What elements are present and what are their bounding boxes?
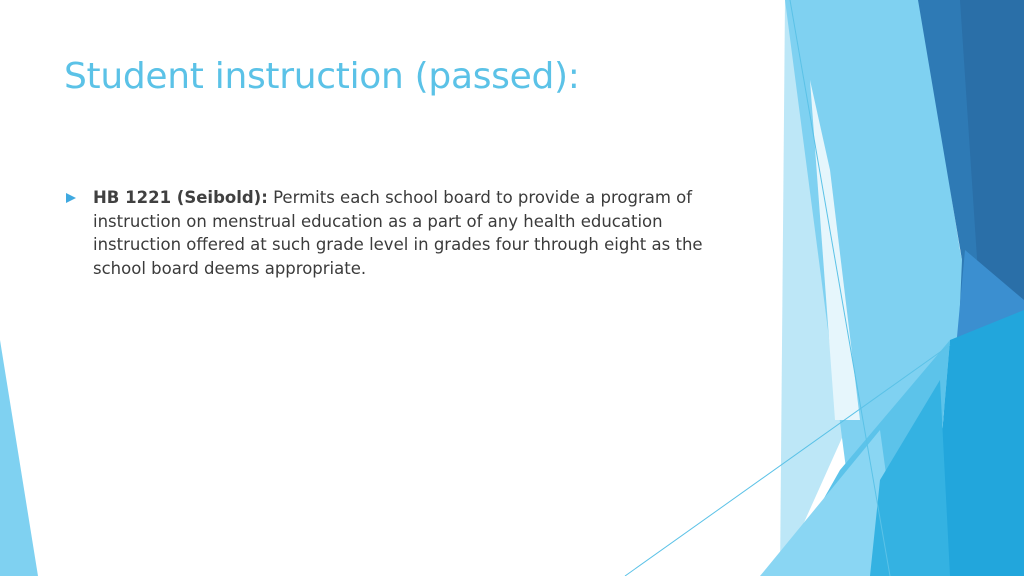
bullet-arrow-icon [66,193,76,203]
left-edge-facet [0,340,38,576]
list-item [64,186,754,280]
bill-description: Permits each school board to provide a program of instruction on menstrual education as a part of any health education instruction offered at such grade level in grades four through eight as the school board deems appropriate. [93,188,703,278]
bill-identifier: HB 1221 (Seibold): [93,188,268,207]
slide-title: Student instruction (passed): [64,56,580,97]
bullet-list [64,186,754,280]
